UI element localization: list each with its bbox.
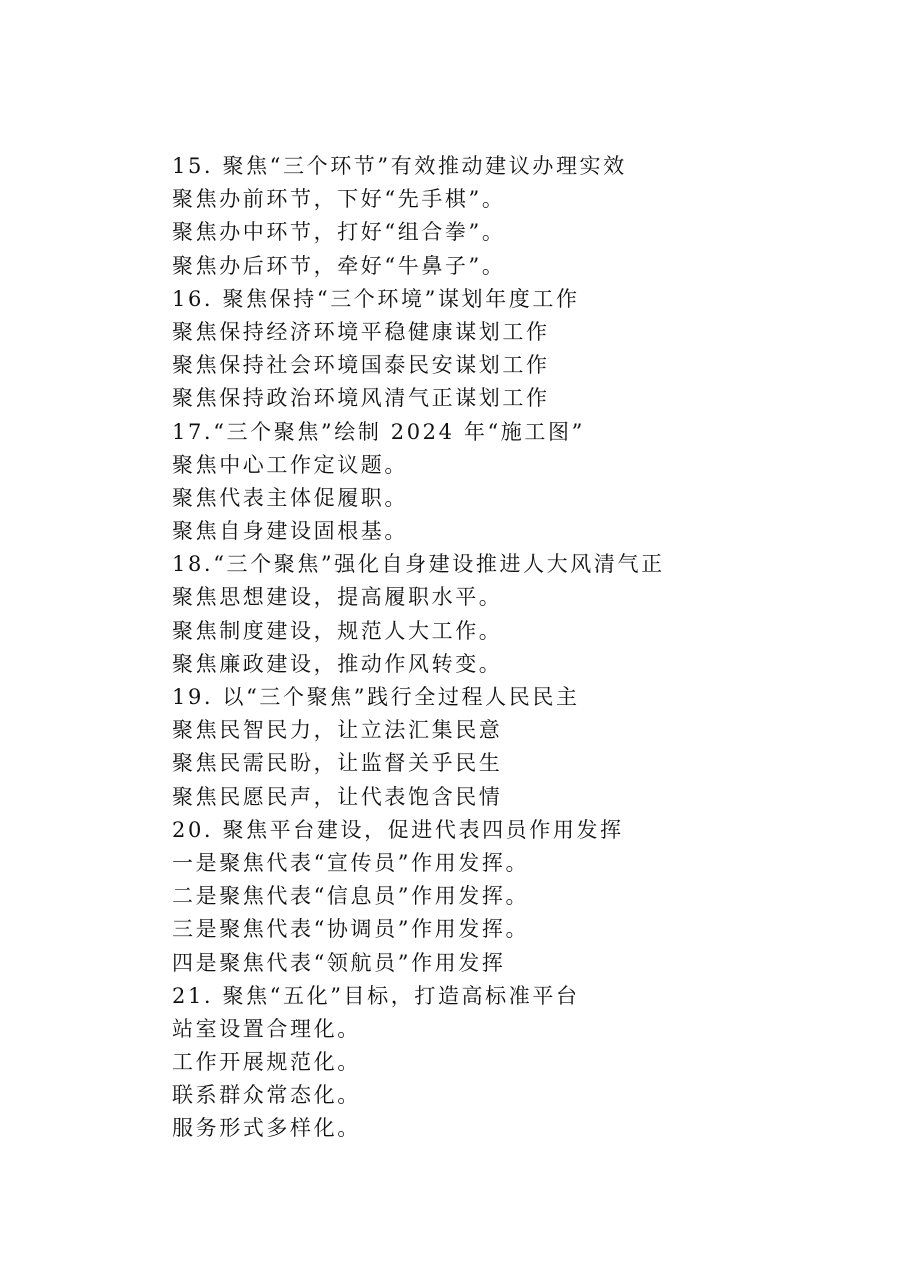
paragraph-line: 聚焦民需民盼，让监督关乎民生: [172, 751, 503, 776]
paragraph-line: 聚焦办前环节，下好“先手棋”。: [172, 187, 506, 212]
paragraph-line: 工作开展规范化。: [172, 1050, 361, 1075]
paragraph-line: 聚焦办中环节，打好“组合拳”。: [172, 220, 506, 245]
section-heading-20: 20. 聚焦平台建设，促进代表四员作用发挥: [172, 817, 624, 842]
section-heading-18: 18.“三个聚焦”强化自身建设推进人大风清气正: [172, 552, 665, 577]
paragraph-line: 聚焦制度建设，规范人大工作。: [172, 618, 503, 643]
section-heading-21: 21. 聚焦“五化”目标，打造高标准平台: [172, 983, 580, 1008]
document-body: [172, 150, 792, 1146]
paragraph-line: 聚焦保持政治环境风清气正谋划工作: [172, 386, 550, 411]
paragraph-line: 聚焦思想建设，提高履职水平。: [172, 585, 503, 610]
paragraph-line: 聚焦自身建设固根基。: [172, 519, 408, 544]
paragraph-line: 聚焦保持经济环境平稳健康谋划工作: [172, 319, 550, 344]
paragraph-line: 三是聚焦代表“协调员”作用发挥。: [172, 917, 530, 942]
section-heading-17: 17.“三个聚焦”绘制 2024 年“施工图”: [172, 419, 585, 444]
paragraph-line: 聚焦办后环节，牵好“牛鼻子”。: [172, 253, 506, 278]
section-heading-19: 19. 以“三个聚焦”践行全过程人民民主: [172, 685, 580, 709]
paragraph-line: 聚焦保持社会环境国泰民安谋划工作: [172, 353, 550, 378]
paragraph-line: 站室设置合理化。: [172, 1016, 361, 1041]
paragraph-line: 聚焦民智民力，让立法汇集民意: [172, 718, 503, 743]
paragraph-line: 服务形式多样化。: [172, 1116, 361, 1141]
paragraph-line: 聚焦廉政建设，推动作风转变。: [172, 651, 503, 676]
section-heading-15: 15. 聚焦“三个环节”有效推动建议办理实效: [172, 154, 627, 178]
paragraph-line: 一是聚焦代表“宣传员”作用发挥。: [172, 850, 530, 875]
paragraph-line: 聚焦民愿民声，让代表饱含民情: [172, 784, 503, 809]
paragraph-line: 四是聚焦代表“领航员”作用发挥: [172, 950, 506, 975]
paragraph-line: 聚焦中心工作定议题。: [172, 452, 408, 477]
paragraph-line: 联系群众常态化。: [172, 1083, 361, 1108]
paragraph-line: 二是聚焦代表“信息员”作用发挥。: [172, 884, 530, 909]
section-heading-16: 16. 聚焦保持“三个环境”谋划年度工作: [172, 286, 580, 311]
paragraph-line: 聚焦代表主体促履职。: [172, 485, 408, 510]
